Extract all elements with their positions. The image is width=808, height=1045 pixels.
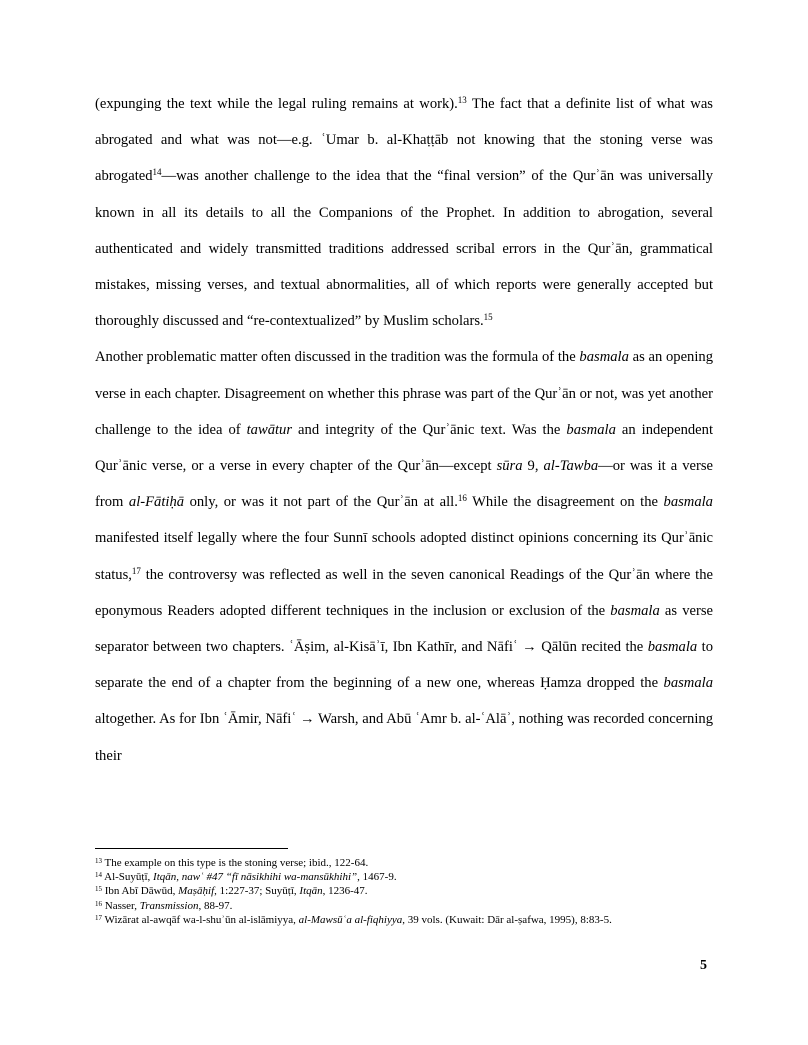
text-run: (expunging the text while the legal ruling remains at work).: [95, 96, 458, 112]
text-run: manifested itself legally where the four Sunnī schools adopted distinct opinions concerning its Qurʾānic status,: [95, 530, 713, 583]
footnote-number: 14: [95, 871, 102, 880]
arrow-right-icon: →: [522, 639, 537, 656]
text-run: Warsh, and Abū ʿAmr b. al-ʿAlāʾ, nothing was recorded concerning their: [95, 711, 713, 764]
footnote-separator: [95, 848, 288, 849]
text-run: the controversy was reflected as well in the seven canonical Readings of the Qurʾān where the eponymous Readers adopted different techniques in the inclusion or exclusion of the: [95, 566, 713, 619]
text-run: —or was it a verse from: [95, 458, 713, 511]
text-run: as an opening verse in each chapter. Disagreement on whether this phrase was part of the Qurʾān or not, was yet another challenge to the idea of: [95, 349, 713, 438]
footnote-ref-13[interactable]: 13: [457, 95, 467, 105]
footnote-title: Maṣāḥif: [178, 885, 215, 898]
italic-term: tawātur: [246, 421, 293, 438]
footnote-ref-17[interactable]: 17: [131, 565, 141, 576]
text-run: to separate the end of a chapter from the beginning of a new one, whereas Ḥamza dropped the: [95, 639, 713, 692]
footnote-number: 16: [95, 899, 102, 908]
text-run: only, or was it not part of the Qurʾān at all.: [184, 494, 458, 511]
footnote-ref-15[interactable]: 15: [483, 312, 493, 323]
footnote-text: Ibn Abī Dāwūd,: [102, 885, 179, 898]
footnote-number: 15: [95, 885, 102, 894]
italic-term: al-Fātiḥā: [128, 494, 185, 511]
footnote-text: , 39 vols. (Kuwait: Dār al-ṣafwa, 1995), 8:83-5.: [402, 913, 612, 926]
italic-term: basmala: [663, 675, 713, 692]
page-number: 5: [700, 958, 707, 973]
footnote-17: [95, 913, 713, 927]
text-run: an independent Qurʾānic verse, or a verse in every chapter of the Qurʾān—except: [95, 421, 713, 475]
footnote-text: The example on this type is the stoning verse; ibid., 122-64.: [102, 857, 369, 869]
text-run: While the disagreement on the: [466, 494, 664, 511]
footnote-ref-14[interactable]: 14: [152, 167, 162, 178]
footnote-14: [95, 870, 713, 884]
italic-term: sūra: [496, 458, 523, 475]
footnote-13: [95, 856, 713, 870]
text-run: —was another challenge to the idea that the “final version” of the Qurʾān was universally known in all its details to all the Companions of the Prophet. In addition to abrogation, several authenticated and widely transmitted traditions addressed scribal errors in the Qurʾān, grammatical mistakes, missing verses, and textual abnormalities, all of which reports were generally accepted but thoroughly discussed and “re-contextualized” by Muslim scholars.: [95, 168, 713, 330]
footnote-number: 17: [95, 913, 102, 922]
footnote-text: Al-Suyūṭī,: [102, 871, 154, 884]
paragraph-1: [95, 86, 713, 339]
footnote-title: Itqān: [299, 885, 323, 898]
italic-term: basmala: [566, 421, 616, 438]
text-run: Another problematic matter often discussed in the tradition was the formula of the: [95, 349, 580, 366]
footnote-text: , 1236-47.: [322, 885, 368, 898]
footnote-ref-16[interactable]: 16: [457, 493, 467, 504]
text-run: as verse separator between two chapters. ʿĀṣim, al-Kisāʾī, Ibn Kathīr, and Nāfiʿ: [95, 602, 713, 656]
footnote-text: , 1:227-37; Suyūṭī,: [214, 885, 300, 898]
main-text: [95, 86, 713, 774]
footnote-text: Nasser,: [102, 899, 140, 912]
footnote-text: , 1467-9.: [357, 871, 397, 884]
footnote-title: al-Mawsūʿa al-fiqhiyya: [298, 913, 403, 926]
italic-term: basmala: [647, 639, 698, 656]
text-run: and integrity of the Qurʾānic text. Was the: [292, 421, 567, 438]
paragraph-2: [95, 339, 713, 773]
italic-term: basmala: [610, 602, 660, 619]
footnote-text: Wizārat al-awqāf wa-l-shuʾūn al-islāmiyya,: [102, 913, 299, 926]
arrow-right-icon: →: [299, 711, 315, 728]
footnote-text: , 88-97.: [198, 899, 233, 912]
italic-term: al-Tawba: [543, 458, 599, 475]
text-run: altogether. As for Ibn ʿĀmir, Nāfiʿ: [95, 711, 300, 728]
footnote-16: [95, 899, 713, 913]
text-run: Qālūn recited the: [536, 639, 648, 656]
italic-term: basmala: [579, 349, 629, 366]
footnote-title: Transmission: [139, 899, 199, 912]
footnote-15: [95, 884, 713, 898]
footnote-number: 13: [95, 857, 102, 865]
footnotes: [95, 856, 713, 927]
text-run: 9,: [522, 458, 544, 475]
italic-term: basmala: [663, 494, 713, 511]
text-run: The fact that a definite list of what was abrogated and what was not—e.g. ʿUmar b. al-Khaṭṭāb not knowing that the stoning verse was abrogated: [95, 96, 713, 185]
footnote-title: Itqān, nawʿ #47 “fī nāsikhihi wa-mansūkhihi”: [153, 871, 358, 884]
